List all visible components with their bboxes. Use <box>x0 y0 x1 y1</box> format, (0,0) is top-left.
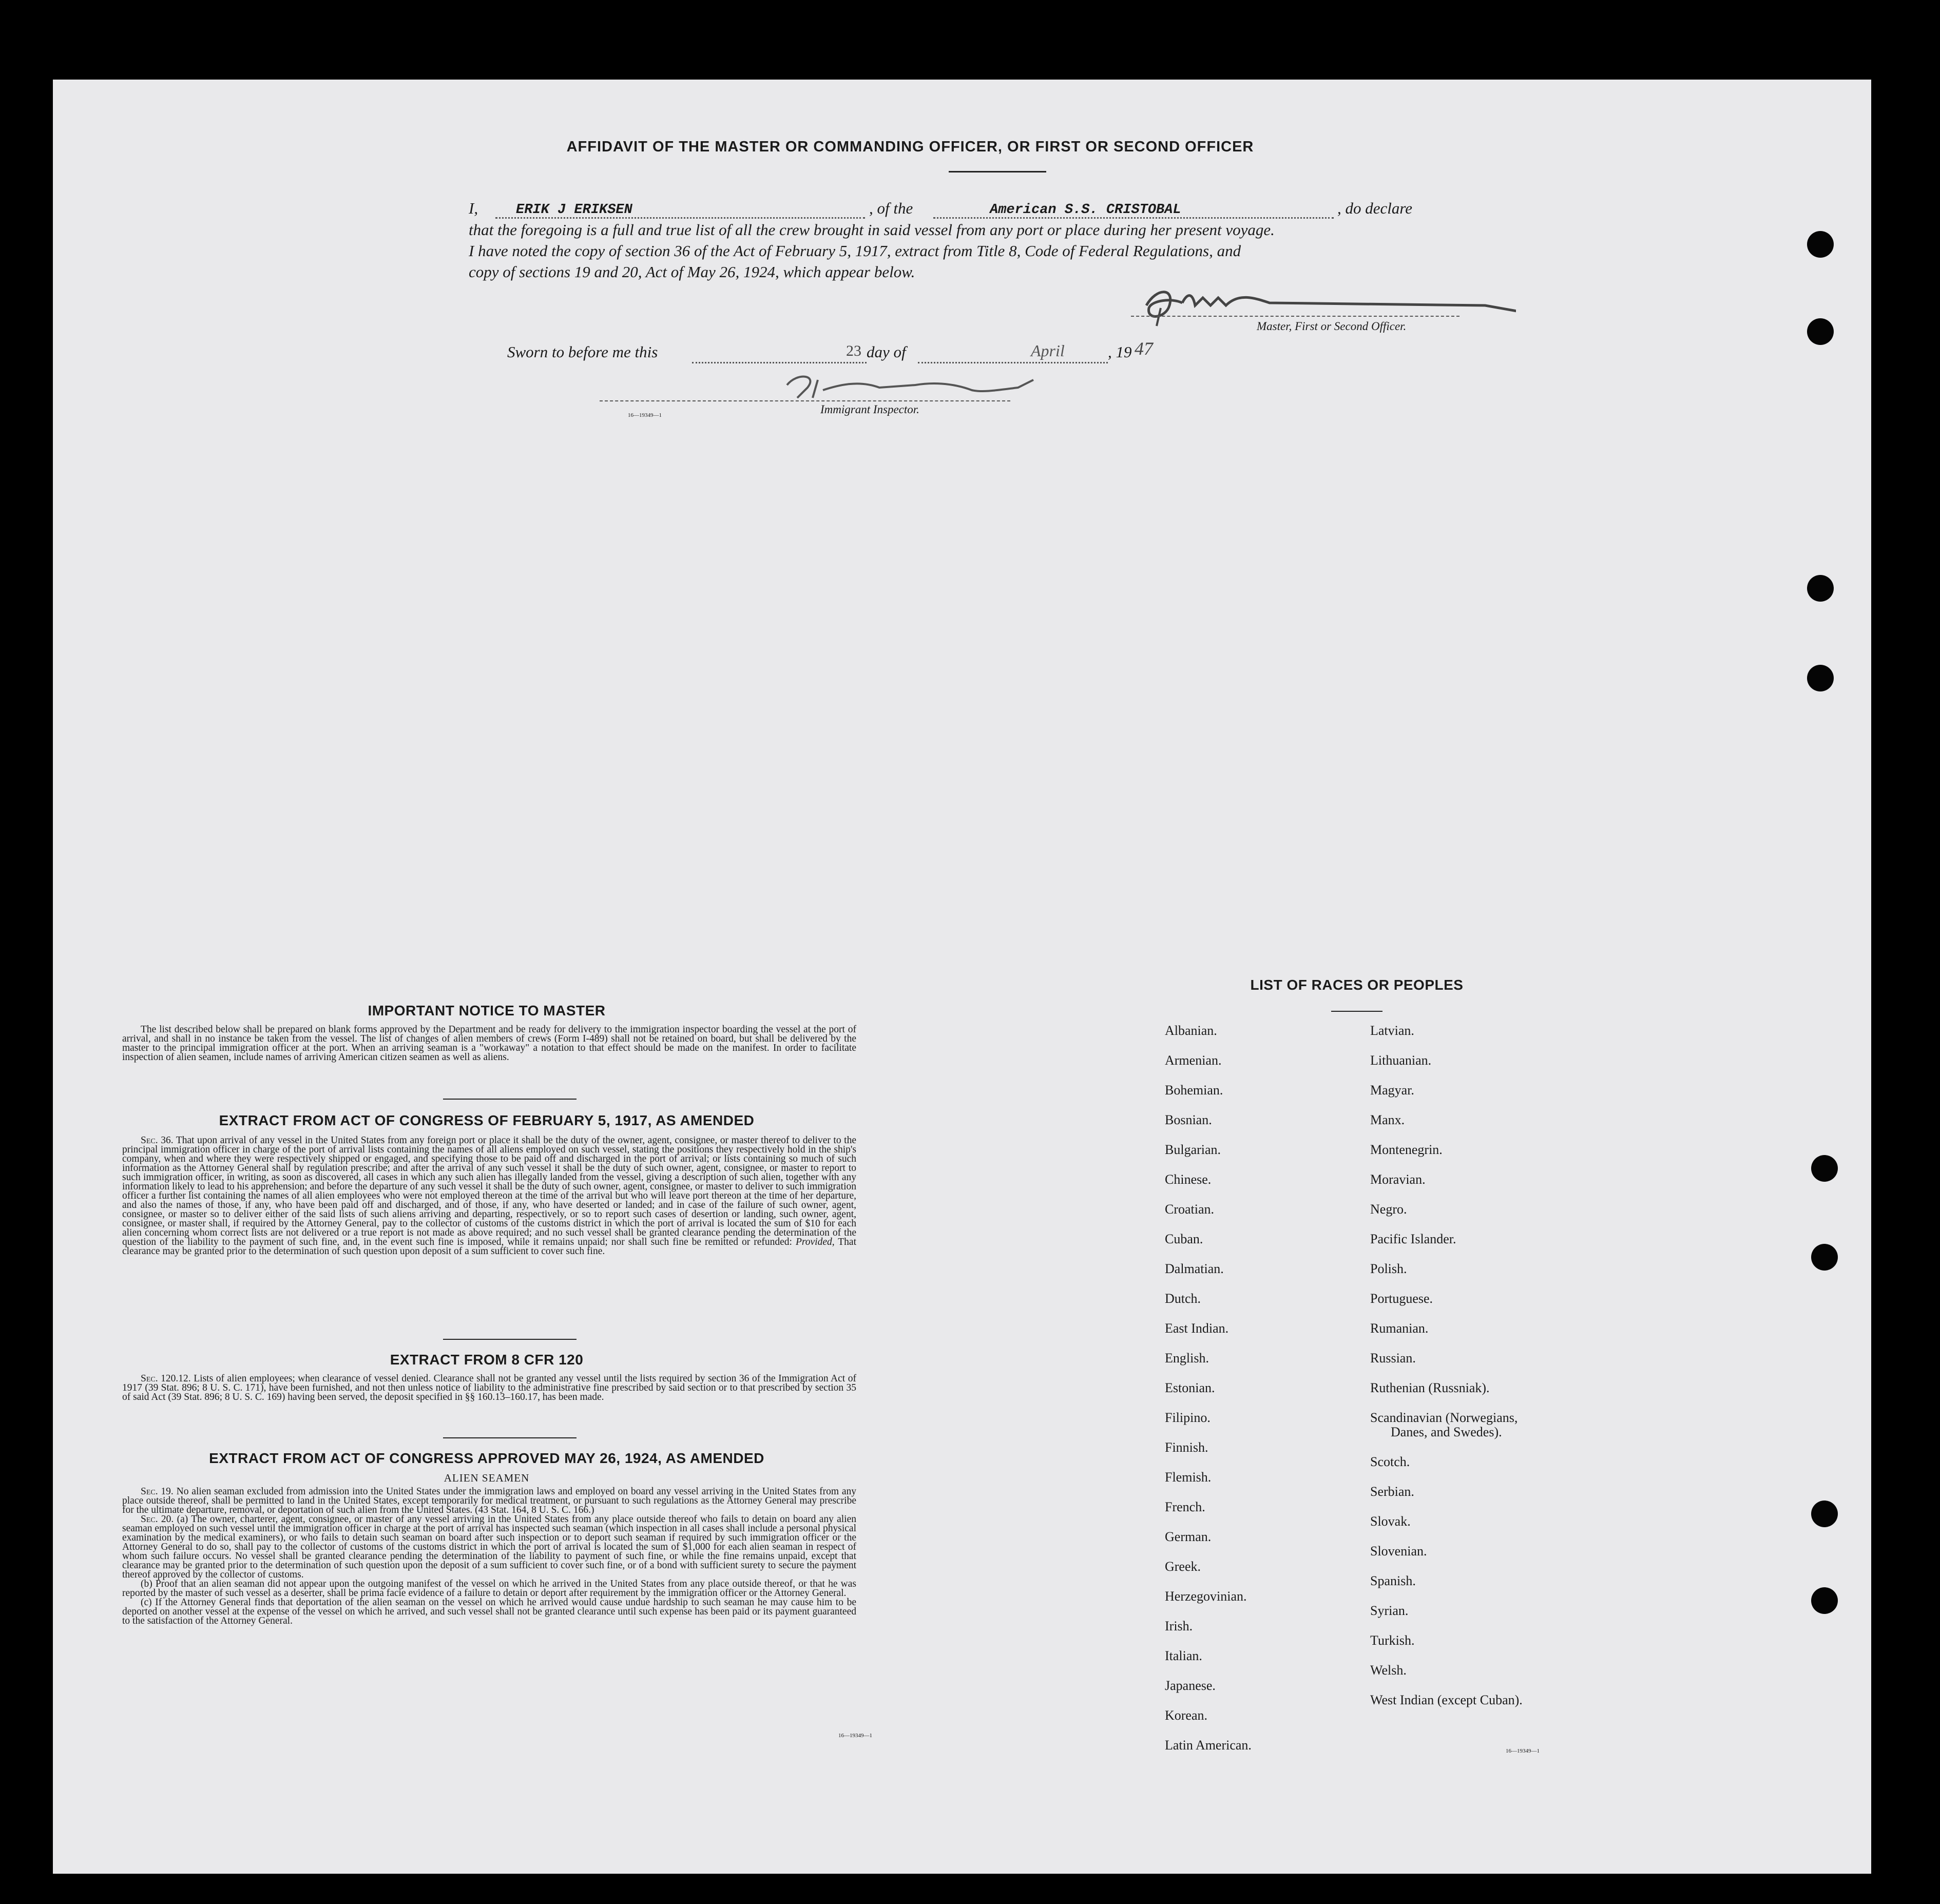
punch-hole <box>1811 1155 1838 1182</box>
sec-19-label: Sec. 19. <box>141 1486 174 1497</box>
race-item: Scotch. <box>1370 1454 1410 1469</box>
divider-2 <box>443 1339 577 1340</box>
declarant-name: ERIK J ERIKSEN <box>516 202 632 218</box>
document-page <box>53 80 1871 1874</box>
race-item: Serbian. <box>1370 1484 1414 1499</box>
punch-hole <box>1807 575 1834 602</box>
declaration-line-4: copy of sections 19 and 20, Act of May 26, 1924, which appear below. <box>469 263 915 281</box>
race-item: Spanish. <box>1370 1573 1416 1588</box>
declaration-line-3: I have noted the copy of section 36 of the Act of February 5, 1917, extract from Title 8, Code of Federal Regulations, and <box>469 242 1241 260</box>
races-form-number: 16—19349—1 <box>1506 1748 1540 1754</box>
race-item: Greek. <box>1165 1559 1201 1574</box>
race-item: Portuguese. <box>1370 1291 1433 1306</box>
sec-19-text: No alien seaman excluded from admission into the United States under the immigration laws and employed on board any vessel arriving in the United States from any place outside thereof, shall be permitted to land in the United States, except temporarily for medical treatment, or pursuant to such regulations as the Attorney General may prescribe for the ultimate departure, removal, or deportation of such alien from the United States. (43 Stat. 164, 8 U. S. C. 166.) <box>122 1486 856 1515</box>
race-item: Flemish. <box>1165 1470 1212 1485</box>
race-item: Irish. <box>1165 1619 1193 1633</box>
races-column-2 <box>1370 1023 1637 1722</box>
race-item: Filipino. <box>1165 1410 1211 1425</box>
sec-36-text: That upon arrival of any vessel in the United States from any foreign port or place it shall be the duty of the owner, agent, consignee, or master thereof to deliver to the principal immigration officer in charge of the port of arrival lists containing the names of all aliens employed on such vessel, stating the positions they respectively hold in the ship's company, when and where they were respectively shipped or engaged, and specifying those to be paid off and discharged in the port of arrival; or lists containing so much of such information as the Attorney General shall by regulation prescribe; and after the arrival of any such vessel it shall be the duty of such owner, agent, consignee, or master to report to such immigration officer, in writing, as soon as discovered, all cases in which any such alien has illegally landed from the vessel, giving a description of such alien, together with any information likely to lead to his apprehension; and before the departure of any such vessel it shall be the duty of such owner, agent, consignee, or master to deliver to such immigration officer a further list containing the names of all alien employees who were not employed thereon at the time of the arrival but who will leave port thereon at the time of her departure, and also the names of those, if any, who have been paid off and discharged, and of those, if any, who have deserted or landed; and in case of the failure of such owner, agent, consignee, or master so to deliver either of the said lists of such aliens arriving and departing, respectively, or so to report such cases of desertion or landing, such owner, agent, consignee, or master shall, if required by the Attorney General, pay to the collector of customs of the customs district in which the port of arrival is located the sum of $10 for each alien concerning whom correct lists are not delivered or a true report is not made as above required; and no such vessel shall be granted clearance pending the determination of the question of the liability to the payment of such fine, and, in the event such fine is imposed, while it remains unpaid; nor shall such fine be remitted or refunded: <box>122 1135 856 1247</box>
races-rule <box>1331 1011 1382 1012</box>
punch-hole <box>1807 231 1834 258</box>
race-item: Herzegovinian. <box>1165 1589 1247 1604</box>
do-declare-text: , do declare <box>1337 199 1413 217</box>
sworn-prefix: Sworn to before me this <box>507 343 658 361</box>
notice-heading: IMPORTANT NOTICE TO MASTER <box>368 1003 606 1018</box>
inspector-caption: Immigrant Inspector. <box>820 403 919 416</box>
declarant-prefix: I, <box>469 199 478 217</box>
race-item: German. <box>1165 1529 1212 1544</box>
race-item: Lithuanian. <box>1370 1053 1432 1068</box>
sworn-line <box>507 338 1329 367</box>
extract-1917-text <box>122 1136 856 1256</box>
affidavit-form-number: 16—19349—1 <box>628 412 662 418</box>
affidavit-title: AFFIDAVIT OF THE MASTER OR COMMANDING OFFICER, OR FIRST OR SECOND OFFICER <box>566 139 1254 155</box>
race-item: French. <box>1165 1499 1205 1514</box>
punch-hole <box>1811 1501 1838 1527</box>
divider-1 <box>443 1099 577 1100</box>
race-item: Latvian. <box>1370 1023 1414 1038</box>
race-item: Dutch. <box>1165 1291 1201 1306</box>
race-item: Syrian. <box>1370 1603 1409 1618</box>
extract-cfr-text <box>122 1374 856 1402</box>
master-caption: Master, First or Second Officer. <box>1257 320 1407 333</box>
sec-36-end: That clearance may be granted prior to the determination of such question upon deposit of a sum sufficient to cover such fine. <box>122 1237 856 1257</box>
race-item: Welsh. <box>1370 1663 1407 1678</box>
sec-20c-text: (c) If the Attorney General finds that deportation of the alien seaman on the vessel on which he arrived would cause undue hardship to such seaman he may cause him to be deported on another vessel at the expense of the vessel on which he arrived, and such vessel shall not be granted clearance until such expense has been paid or its payment guaranteed to the satisfaction of the Attorney General. <box>122 1597 856 1626</box>
sec-20-label: Sec. 20. <box>141 1514 174 1525</box>
race-item: Korean. <box>1165 1708 1208 1723</box>
sworn-day-field <box>692 343 867 363</box>
race-item: Estonian. <box>1165 1380 1215 1395</box>
year-prefix: , 19 <box>1108 343 1132 361</box>
race-item: Magyar. <box>1370 1083 1414 1098</box>
declaration-line-1 <box>469 198 1516 219</box>
race-item: Latin American. <box>1165 1738 1252 1753</box>
master-signature-line <box>1131 316 1459 317</box>
race-item: Moravian. <box>1370 1172 1426 1187</box>
race-item: Rumanian. <box>1370 1321 1429 1336</box>
punch-hole <box>1811 1587 1838 1614</box>
declaration-line-2: that the foregoing is a full and true list of all the crew brought in said vessel from any port or place during her present voyage. <box>469 221 1275 239</box>
race-item: Finnish. <box>1165 1440 1208 1455</box>
divider-3 <box>443 1437 577 1438</box>
race-item: Albanian. <box>1165 1023 1217 1038</box>
extract-cfr-heading: EXTRACT FROM 8 CFR 120 <box>390 1352 584 1368</box>
vessel-name: American S.S. CRISTOBAL <box>990 202 1181 218</box>
race-item: Slovak. <box>1370 1514 1411 1529</box>
extract-form-number: 16—19349—1 <box>838 1733 872 1739</box>
declarant-name-field <box>495 200 865 219</box>
punch-hole <box>1807 665 1834 691</box>
race-item: Dalmatian. <box>1165 1261 1224 1276</box>
sec-120-text: Lists of alien employees; when clearance of vessel denied. Clearance shall not be granted any vessel until the lists required by section 36 of the Immigration Act of 1917 (39 Stat. 896; 8 U. S. C. 171), have been furnished, and not then unless notice of liability to the administrative fine prescribed by said section or to that prescribed by section 35 of said Act (39 Stat. 896; 8 U. S. C. 169) having been served, the deposit specified in §§ 160.13–160.17, has been made. <box>122 1373 857 1402</box>
races-heading: LIST OF RACES OR PEOPLES <box>1250 977 1464 993</box>
extract-1917-heading: EXTRACT FROM ACT OF CONGRESS OF FEBRUARY 5, 1917, AS AMENDED <box>219 1112 755 1128</box>
race-item: Manx. <box>1370 1112 1405 1127</box>
extract-1924-heading: EXTRACT FROM ACT OF CONGRESS APPROVED MAY 26, 1924, AS AMENDED <box>209 1450 764 1466</box>
race-item: Scandinavian (Norwegians, <box>1370 1410 1518 1425</box>
race-item: East Indian. <box>1165 1321 1229 1336</box>
title-rule <box>949 171 1046 172</box>
race-item: Chinese. <box>1165 1172 1212 1187</box>
race-item: Italian. <box>1165 1648 1202 1663</box>
race-item: Danes, and Swedes). <box>1391 1425 1502 1439</box>
sworn-month: April <box>1031 341 1065 360</box>
notice-text <box>122 1025 856 1062</box>
race-item: Turkish. <box>1370 1633 1415 1648</box>
race-item: Armenian. <box>1165 1053 1222 1068</box>
of-the-text: , of the <box>869 199 913 217</box>
race-item: Negro. <box>1370 1202 1407 1217</box>
vessel-field <box>933 200 1334 219</box>
race-item: Bohemian. <box>1165 1083 1223 1098</box>
race-item: Japanese. <box>1165 1678 1216 1693</box>
races-column-1 <box>1165 1023 1370 1767</box>
sec-36-label: Sec. 36. <box>141 1135 174 1146</box>
race-item: Cuban. <box>1165 1232 1203 1246</box>
race-item: Russian. <box>1370 1351 1416 1366</box>
sec-20a-text: (a) The owner, charterer, agent, consignee, or master of any vessel arriving in the United States from any place outside thereof who fails to detain on board any alien seaman employed on such vessel until the immigration officer in charge at the port of arrival has inspected such seaman (which inspection in all cases shall include a personal physical examination by the medical examiners), or who fails to detain such seaman on board after such inspection or to deport such seaman if required by such immigration officer or the Attorney General to do so, shall pay to the collector of customs of the customs district in which the port of arrival is located the sum of $1,000 for each alien seaman in respect of whom such failure occurs. No vessel shall be granted clearance pending the determination of the liability to payment of such fine, or while the fine remains unpaid, except that clearance may be granted prior to the determination of such question upon the deposit of a sum sufficient to cover such fine, or of a bond with sufficient surety to secure the payment thereof approved by the collector of customs. <box>122 1514 857 1580</box>
notice-paragraph: The list described below shall be prepared on blank forms approved by the Department and be ready for delivery to the immigration inspector boarding the vessel at the port of arrival, and shall in no instance be taken from the vessel. The list of changes of alien members of crews (Form I-489) shall not be retained on board, but shall be delivered by the master to the principal immigration officer at the port. When an arriving seaman is a "workaway" a notation to that effect should be made on the manifest. In order to facilitate inspection of alien seamen, include names of arriving American citizen seamen as well as aliens. <box>122 1024 856 1063</box>
sworn-month-field <box>918 343 1108 363</box>
punch-hole <box>1811 1244 1838 1271</box>
race-item: Croatian. <box>1165 1202 1215 1217</box>
sec-20b-text: (b) Proof that an alien seaman did not appear upon the outgoing manifest of the vessel on which he arrived in the United States from any place outside thereof, or that he was reported by the master of such vessel as a deserter, shall be prima facie evidence of a failure to detain or deport after requirement by the immigration officer or the Attorney General. <box>122 1579 856 1599</box>
race-item: West Indian (except Cuban). <box>1370 1693 1523 1707</box>
race-item: Montenegrin. <box>1370 1142 1443 1157</box>
race-item: Slovenian. <box>1370 1544 1427 1559</box>
extract-1924-text <box>122 1487 856 1626</box>
race-item: Ruthenian (Russniak). <box>1370 1380 1490 1395</box>
sworn-year-suffix: 47 <box>1135 338 1153 359</box>
punch-hole <box>1807 318 1834 345</box>
race-item: English. <box>1165 1351 1209 1366</box>
proviso-word: Provided, <box>795 1237 835 1247</box>
race-item: Polish. <box>1370 1261 1407 1276</box>
day-of-text: day of <box>867 343 906 361</box>
sec-120-label: Sec. 120.12. <box>141 1373 191 1384</box>
race-item: Bulgarian. <box>1165 1142 1221 1157</box>
race-item: Bosnian. <box>1165 1112 1212 1127</box>
inspector-signature-line <box>600 400 1010 401</box>
race-item: Pacific Islander. <box>1370 1232 1456 1246</box>
alien-seamen-subheading: ALIEN SEAMEN <box>444 1472 530 1484</box>
sworn-day: 23 <box>846 342 861 359</box>
